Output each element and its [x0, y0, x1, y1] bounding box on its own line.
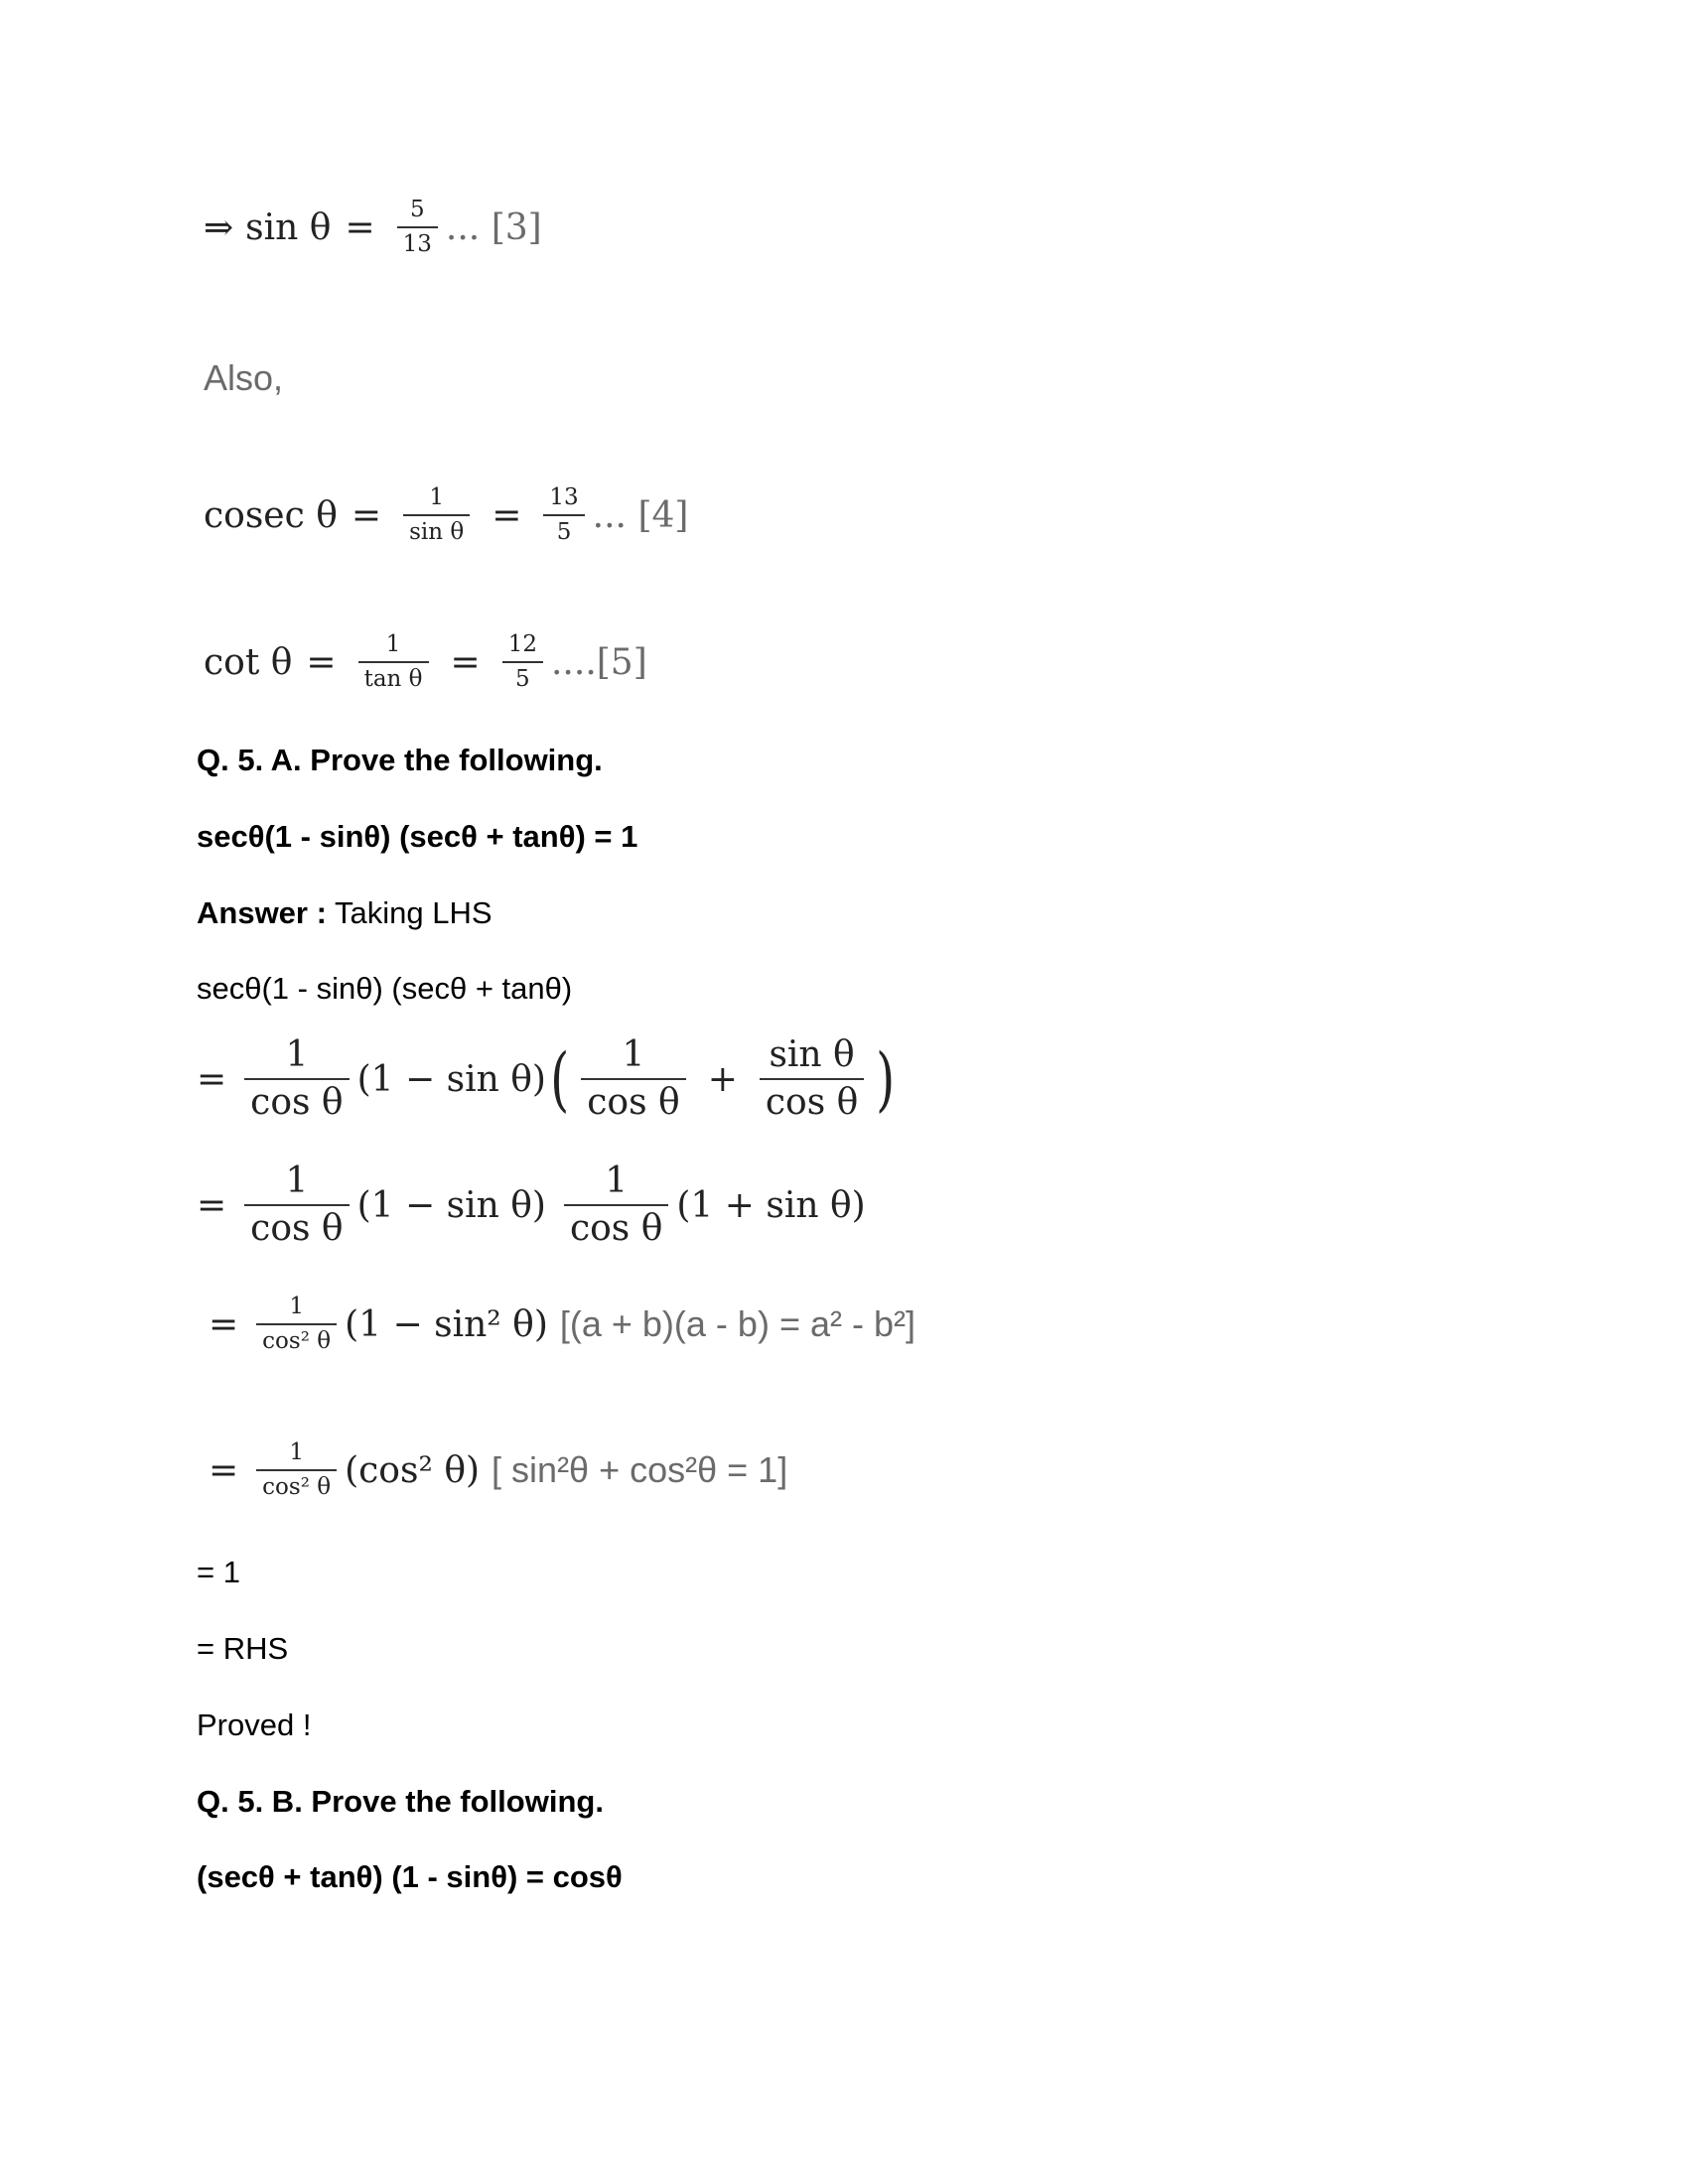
- step-3: = $\frac{1}{\text{cos² θ}}$ (1 − sin² θ) [(a + b)(a - b) = a² - b²]: [209, 1294, 915, 1354]
- lhs-expression: secθ(1 - sinθ) (secθ + tanθ): [197, 971, 573, 1006]
- question-5b-title: Q. 5. B. Prove the following.: [197, 1784, 604, 1819]
- step1-fraction-2: $\frac{1}{\text{cos θ}}$: [581, 1037, 685, 1121]
- step2-fraction-2: $\frac{1}{\text{cos θ}}$: [564, 1163, 668, 1247]
- answer-label: Answer :: [197, 895, 327, 930]
- step1-fraction-3: $\frac{\text{sin θ}}{\text{cos θ}}$: [760, 1037, 864, 1121]
- step-4: = $\frac{1}{\text{cos² θ}}$ (cos² θ) [ sin²θ + cos²θ = 1]: [209, 1439, 788, 1500]
- step-1: = $\frac{1}{\text{cos θ}}$ (1 − sin θ) ( $\frac{1}{\text{cos θ}}$ + $\frac{\text{sin θ}}{\text{cos θ}}$ ): [197, 1034, 896, 1123]
- cot-fraction-1: $\frac{1}{\text{tan θ}}$: [358, 633, 429, 691]
- answer-text: Taking LHS: [326, 895, 492, 930]
- step1-fraction-1: $\frac{1}{\text{cos θ}}$: [244, 1037, 349, 1121]
- step2-fraction-1: $\frac{1}{\text{cos θ}}$: [244, 1163, 349, 1247]
- cosec-fraction-2: $\frac{13}{5}$: [543, 486, 584, 544]
- cot-equation: cot θ = $\frac{1}{\text{tan θ}}$ = $\frac{12}{5}$ ....[5]: [204, 631, 647, 692]
- result-one: = 1: [197, 1555, 240, 1589]
- proved-text: Proved !: [197, 1707, 312, 1742]
- question-5a-statement: secθ(1 - sinθ) (secθ + tanθ) = 1: [197, 819, 638, 854]
- identity-note-2: [ sin²θ + cos²θ = 1]: [492, 1449, 788, 1490]
- sin-lhs: sin θ: [245, 206, 332, 248]
- cot-fraction-2: $\frac{12}{5}$: [502, 633, 543, 691]
- question-5a-title: Q. 5. A. Prove the following.: [197, 743, 603, 777]
- cot-lhs: cot θ: [204, 641, 293, 683]
- question-5b-statement: (secθ + tanθ) (1 - sinθ) = cosθ: [197, 1859, 623, 1894]
- identity-note-1: [(a + b)(a - b) = a² - b²]: [559, 1303, 915, 1344]
- cosec-lhs: cosec θ: [204, 494, 338, 536]
- sin-fraction: $\frac{5}{13}$: [397, 199, 438, 256]
- step3-fraction: $\frac{1}{\text{cos² θ}}$: [256, 1296, 337, 1353]
- implies-arrow: ⇒: [204, 206, 234, 248]
- cosec-fraction-1: $\frac{1}{\text{sin θ}}$: [403, 486, 470, 544]
- also-text: Also,: [204, 357, 284, 398]
- equation-tag-3: ... [3]: [445, 206, 542, 248]
- cosec-equation: cosec θ = $\frac{1}{\text{sin θ}}$ = $\frac{13}{5}$ ... [4]: [204, 484, 689, 545]
- answer-line: [197, 895, 492, 931]
- sin-equation: ⇒ sin θ = $\frac{5}{13}$ ... [3]: [204, 197, 542, 257]
- result-rhs: = RHS: [197, 1631, 289, 1666]
- step4-fraction: $\frac{1}{\text{cos² θ}}$: [256, 1441, 337, 1499]
- equation-tag-5: ....[5]: [550, 641, 647, 683]
- step-2: = $\frac{1}{\text{cos θ}}$ (1 − sin θ) $\frac{1}{\text{cos θ}}$ (1 + sin θ): [197, 1160, 866, 1249]
- equation-tag-4: ... [4]: [592, 494, 689, 536]
